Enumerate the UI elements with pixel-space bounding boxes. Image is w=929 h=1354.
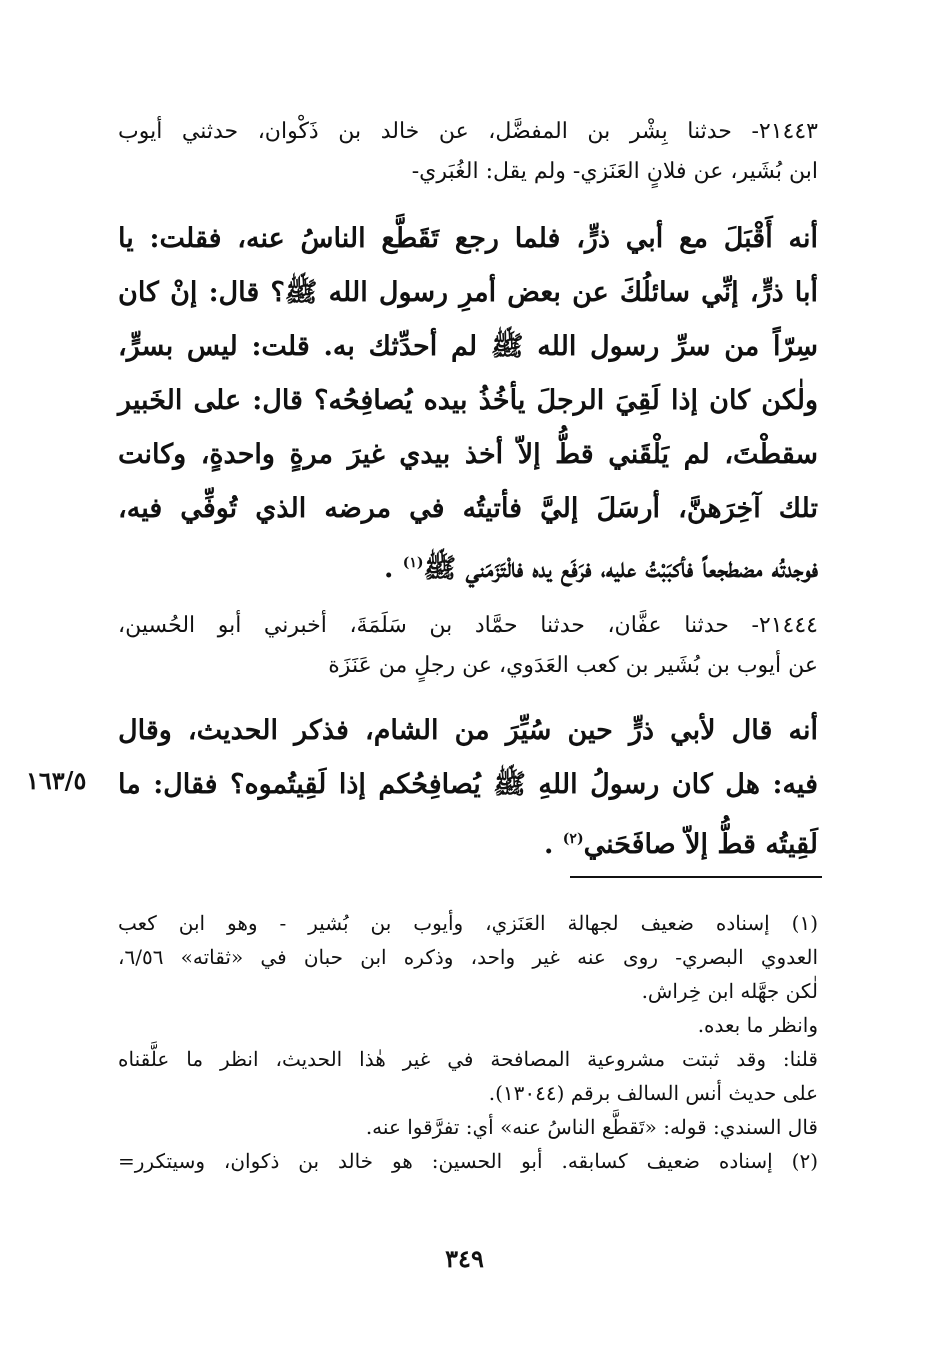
- isnad-line: ٢١٤٤٤- حدثنا عفَّان، حدثنا حمَّاد بن سَلَمَةَ، أخبرني أبو الحُسين،: [118, 613, 818, 638]
- footnote-line: على حديث أنس السالف برقم (١٣٠٤٤).: [488, 1081, 818, 1105]
- matn-line: سقطْتَ، لم يَلْقَني قطُّ إلاّ أخذ بيدي غيرَ مرةٍ واحدةٍ، وكانت: [118, 439, 818, 470]
- matn-text: لَقِيتُه قطُّ إلاّ صافَحَني: [583, 829, 818, 860]
- footnotes: [118, 906, 818, 1178]
- footnote-line: وانظر ما بعده.: [697, 1013, 818, 1037]
- matn-line-last: لَقِيتُه قطُّ إلاّ صافَحَني$^{(٢)}$ .: [543, 829, 818, 860]
- matn-text: فوجدتُه مضطجعاً فأكبَبْتُ عليه، فرَفَع يده فالْتَزَمَني ﷺ: [423, 553, 818, 584]
- footnote-line: العدوي البصري- روى عنه غير واحد، وذكره ابن حبان في «ثقاته» ٦/٥٦،: [118, 945, 818, 969]
- footnote-see-next: [118, 1008, 818, 1042]
- matn-line: أنه قال لأبي ذرٍّ حين سُيِّرَ من الشام، فذكر الحديث، وقال: [118, 715, 818, 746]
- footnote-line: (٢) إسناده ضعيف كسابقه. أبو الحسين: هو خالد بن ذكوان، وسيتكرر=: [118, 1149, 818, 1173]
- footnote-separator: [570, 876, 822, 878]
- hadith-2144-isnad: [118, 606, 818, 686]
- matn-line-last: فوجدتُه مضطجعاً فأكبَبْتُ عليه، فرَفَع يده فالْتَزَمَني ﷺ$^{(١)}$ .: [383, 553, 818, 584]
- footnote-line: لٰكن جهَّله ابن خِراش.: [641, 979, 818, 1003]
- footnote-line: قلنا: وقد ثبتت مشروعية المصافحة في غير هٰذا الحديث، انظر ما علَّقناه: [118, 1047, 818, 1071]
- matn-line: سِرّاً من سرِّ رسول الله ﷺ لم أحدِّثك به. قلت: ليس بسرٍّ،: [118, 331, 818, 362]
- footnote-line: قال السندي: قوله: «تَقطَّع الناسُ عنه» أي: تفرَّقوا عنه.: [365, 1115, 818, 1139]
- footnote-editors-note: [118, 1042, 818, 1110]
- page-number: ٣٤٩: [445, 1244, 484, 1273]
- isnad-line: عن أيوب بن بُشَير بن كعب العَدَوي، عن رجلٍ من عَنَزَة: [328, 653, 818, 678]
- matn-line: أنه أَقْبَلَ مع أبي ذرٍّ، فلما رجع تَقَطَّع الناسُ عنه، فقلت: يا: [118, 223, 818, 254]
- matn-line: ولٰكن كان إذا لَقِيَ الرجلَ يأخُذُ بيده يُصافِحُه؟ قال: على الخَبير: [118, 385, 818, 416]
- margin-volume-page-reference: ١٦٣/٥: [26, 766, 87, 795]
- hadith-2143-matn: [118, 212, 818, 596]
- isnad-line: ابن بُشَير، عن فلانٍ العَنَزي- ولم يقل: الغُبَري-: [411, 159, 818, 184]
- hadith-2144-matn: [118, 704, 818, 872]
- isnad-line: ٢١٤٤٣- حدثنا بِشْر بن المفضَّل، عن خالد بن ذَكْوان، حدثني أيوب: [118, 119, 818, 144]
- footnote-marker-2: (٢): [562, 831, 584, 847]
- matn-line: تلك آخِرَهنَّ، أرسَلَ إليَّ فأتيتُه في مرضه الذي تُوفِّي فيه،: [118, 493, 818, 524]
- matn-line: أبا ذرٍّ، إنِّي سائلُكَ عن بعض أمرِ رسول الله ﷺ؟ قال: إنْ كان: [118, 277, 818, 308]
- footnote-1: [118, 906, 818, 1008]
- hadith-2143-isnad: [118, 112, 818, 192]
- footnote-sindi: [118, 1110, 818, 1144]
- matn-line: فيه: هل كان رسولُ اللهِ ﷺ يُصافِحُكم إذا لَقِيتُموه؟ فقال: ما: [118, 769, 818, 800]
- footnote-2: [118, 1144, 818, 1178]
- footnote-marker-1: (١): [402, 555, 424, 571]
- footnote-line: (١) إسناده ضعيف لجهالة العَنَزي، وأيوب بن بُشير - وهو ابن كعب: [118, 911, 818, 935]
